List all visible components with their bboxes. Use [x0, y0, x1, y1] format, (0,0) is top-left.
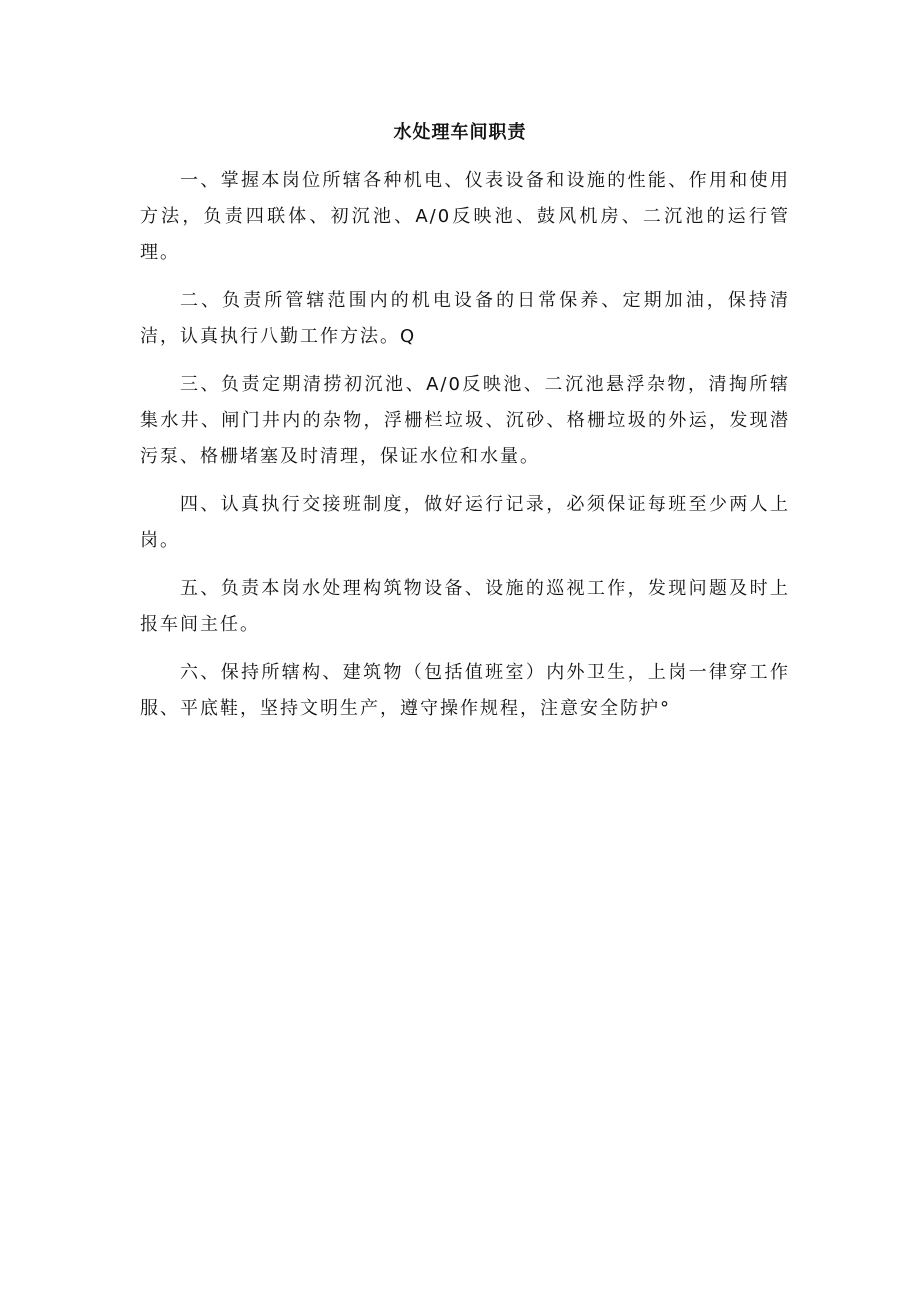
- paragraph-2: 二、负责所管辖范围内的机电设备的日常保养、定期加油，保持清洁，认真执行八勤工作方法。Q: [140, 290, 790, 347]
- document-body: [140, 163, 790, 739]
- paragraph-5: 五、负责本岗水处理构筑物设备、设施的巡视工作，发现问题及时上报车间主任。: [140, 578, 790, 635]
- document-title: 水处理车间职责: [393, 122, 527, 143]
- paragraph-6: 六、保持所辖构、建筑物（包括值班室）内外卫生，上岗一律穿工作服、平底鞋，坚持文明生产，遵守操作规程，注意安全防护°: [140, 662, 790, 719]
- paragraph-3: 三、负责定期清捞初沉池、A/0反映池、二沉池悬浮杂物，清掏所辖集水井、闸门井内的杂物，浮栅栏垃圾、沉砂、格栅垃圾的外运，发现潜污泵、格栅堵塞及时清理，保证水位和水量。: [140, 374, 790, 467]
- paragraph-4: 四、认真执行交接班制度，做好运行记录，必须保证每班至少两人上岗。: [140, 494, 790, 551]
- paragraph-1: 一、掌握本岗位所辖各种机电、仪表设备和设施的性能、作用和使用方法，负责四联体、初沉池、A/0反映池、鼓风机房、二沉池的运行管理。: [140, 170, 790, 263]
